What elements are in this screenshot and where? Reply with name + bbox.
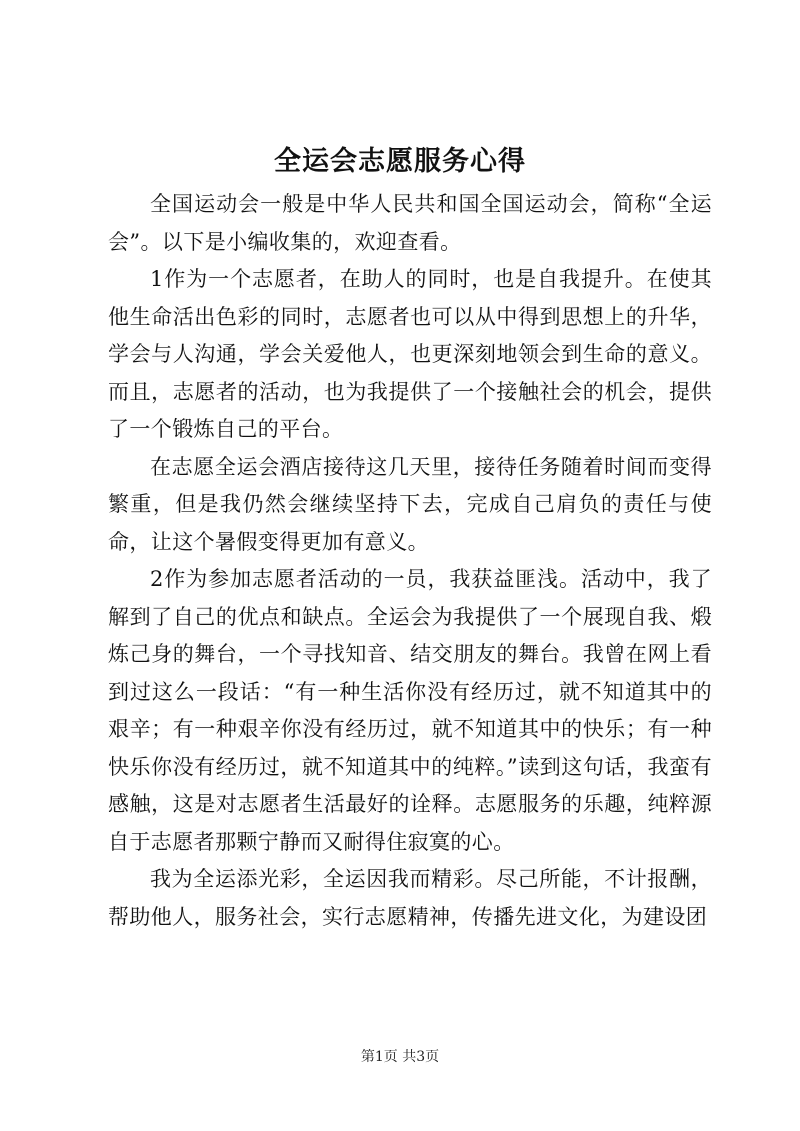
paragraph-intro: 全国运动会一般是中华人民共和国全国运动会，简称“全运会”。以下是小编收集的，欢迎查看。 (108, 192, 712, 254)
document-title: 全运会志愿服务心得 (274, 146, 526, 177)
page-footer: 第1页 共3页 (360, 1049, 440, 1065)
paragraph-point-1: 1作为一个志愿者，在助人的同时，也是自我提升。在使其他生命活出色彩的同时，志愿者也可以从中得到思想上的升华，学会与人沟通，学会关爱他人，也更深刻地领会到生命的意义。而且，志愿者的活动，也为我提供了一个接触社会的机会，提供了一个锻炼自己的平台。 (108, 267, 712, 441)
paragraph-hotel-reception: 在志愿全运会酒店接待这几天里，接待任务随着时间而变得繁重，但是我仍然会继续坚持下去，完成自己肩负的责任与使命，让这个暑假变得更加有意义。 (108, 454, 712, 554)
document-body (108, 186, 712, 936)
paragraph-point-2: 2作为参加志愿者活动的一员，我获益匪浅。活动中，我了解到了自己的优点和缺点。全运会为我提供了一个展现自我、煅炼己身的舞台，一个寻找知音、结交朋友的舞台。我曾在网上看到过这么一段话：“有一种生活你没有经历过，就不知道其中的艰辛；有一种艰辛你没有经历过，就不知道其中的快乐；有一种快乐你没有经历过，就不知道其中的纯粹。”读到这句话，我蛮有感触，这是对志愿者生活最好的诠释。志愿服务的乐趣，纯粹源自于志愿者那颗宁静而又耐得住寂寞的心。 (108, 567, 712, 854)
paragraph-closing: 我为全运添光彩，全运因我而精彩。尽己所能，不计报酬，帮助他人，服务社会，实行志愿精神，传播先进文化，为建设团 (108, 867, 712, 929)
